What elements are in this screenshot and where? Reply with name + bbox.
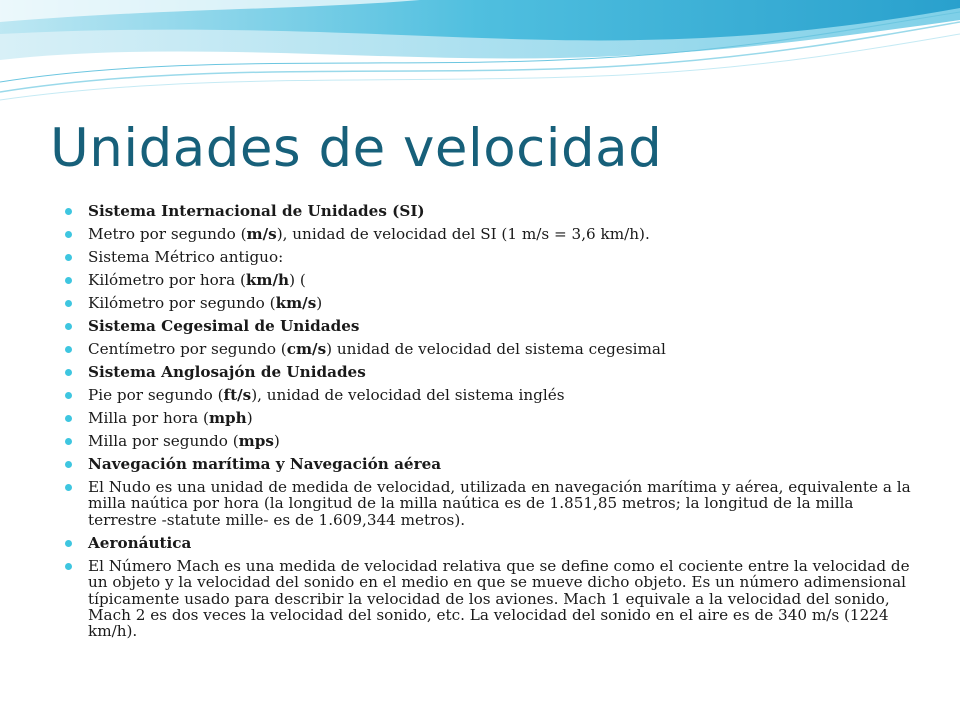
bullet-dot-icon [65,346,72,353]
bullet-text: ) [273,432,280,450]
unit-symbol: km/s [275,294,317,312]
bullet-text: Kilómetro por segundo ( [88,294,276,312]
bullet-heading [64,364,914,380]
bullet-heading [64,318,914,334]
bullet-item [64,226,914,242]
bullet-item [64,387,914,403]
unit-symbol: km/h [245,271,290,289]
bullet-dot-icon [65,484,72,491]
bullet-item [64,249,914,265]
bullet-item [64,433,914,449]
bullet-heading [64,203,914,219]
bullet-dot-icon [65,563,72,570]
bullet-text: ) ( [289,271,306,289]
bullet-dot-icon [65,323,72,330]
unit-symbol: mps [238,432,274,450]
bullet-dot-icon [65,254,72,261]
bullet-text: El Nudo es una unidad de medida de velocidad, utilizada en navegación marítima y aérea, equivalente a la milla naútica por hora (la longitud de la milla naútica es de 1.851,85 metros; la longitud de la milla terrestre -statute mille- es de 1.609,344 metros). [88,478,911,529]
bullet-text: Sistema Cegesimal de Unidades [88,317,360,335]
bullet-item [64,272,914,288]
unit-symbol: m/s [246,225,277,243]
bullet-text: Milla por hora ( [88,409,209,427]
bullet-dot-icon [65,208,72,215]
bullet-item [64,341,914,357]
bullet-heading [64,456,914,472]
bullet-text: Pie por segundo ( [88,386,224,404]
bullet-text: Milla por segundo ( [88,432,239,450]
unit-symbol: ft/s [223,386,252,404]
bullet-dot-icon [65,231,72,238]
bullet-text: ), unidad de velocidad del SI (1 m/s = 3,6 km/h). [276,225,650,243]
header-wave-decoration [0,0,960,110]
bullet-dot-icon [65,392,72,399]
bullet-dot-icon [65,300,72,307]
bullet-dot-icon [65,277,72,284]
bullet-text: Aeronáutica [88,533,192,552]
bullet-item [64,295,914,311]
bullet-item [64,410,914,426]
bullet-item [64,479,914,528]
bullet-item [64,558,914,640]
bullet-dot-icon [65,540,72,547]
bullet-text: Kilómetro por hora ( [88,271,246,289]
bullet-text: Centímetro por segundo ( [88,340,287,358]
bullet-heading [64,535,914,551]
bullet-dot-icon [65,369,72,376]
bullet-text: ) [316,294,323,312]
bullet-dot-icon [65,438,72,445]
bullet-list [64,203,914,646]
bullet-text: Metro por segundo ( [88,225,247,243]
slide-title: Unidades de velocidad [50,118,663,179]
bullet-dot-icon [65,461,72,468]
unit-symbol: cm/s [286,340,327,358]
bullet-dot-icon [65,415,72,422]
unit-symbol: mph [208,409,247,427]
bullet-text: Sistema Internacional de Unidades (SI) [88,202,425,220]
bullet-text: Navegación marítima y Navegación aérea [88,455,442,473]
bullet-text: ) unidad de velocidad del sistema cegesimal [326,340,666,358]
bullet-text: El Número Mach es una medida de velocidad relativa que se define como el cociente entre la velocidad de un objeto y la velocidad del sonido en el medio en que se mueve dicho objeto. Es un número adimensional típicamente usado para describir la velocidad de los aviones. Mach 1 equivale a la velocidad del sonido, Mach 2 es dos veces la velocidad del sonido, etc. La velocidad del sonido en el aire es de 340 m/s (1224 km/h). [88,556,910,641]
bullet-text: ), unidad de velocidad del sistema inglés [251,386,565,404]
bullet-text: Sistema Anglosajón de Unidades [88,363,366,381]
bullet-text: Sistema Métrico antiguo: [88,248,284,266]
bullet-text: ) [246,409,253,427]
